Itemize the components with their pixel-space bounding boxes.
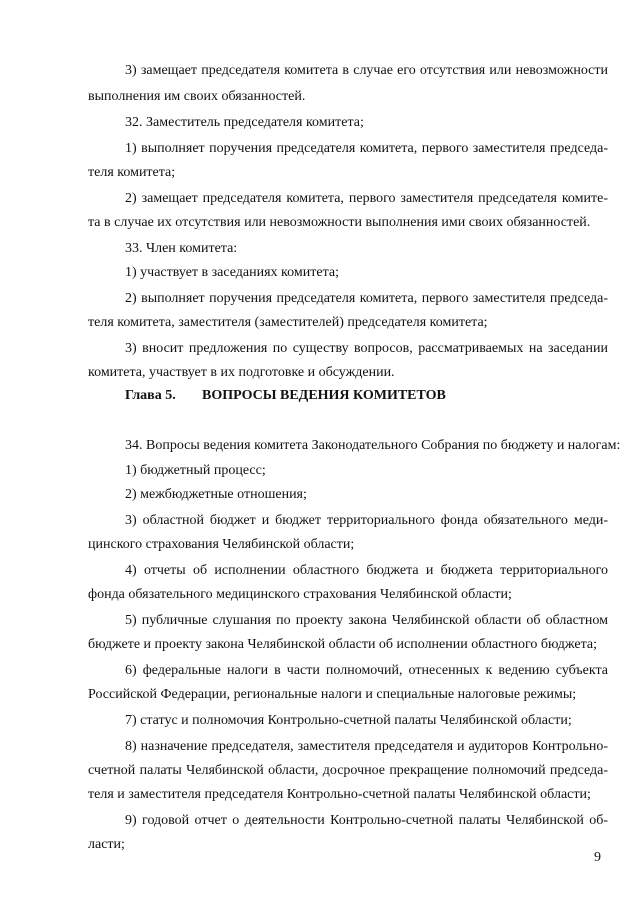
text-line: 34. Вопросы ведения комитета Законодательного Собрания по бюджету и налогам: (125, 438, 621, 453)
text-line: теля комитета, заместителя (заместителей) председателя комитета; (88, 315, 488, 330)
text-line: теля и заместителя председателя Контрольно-счетной палаты Челябинской области; (88, 787, 591, 802)
chapter-heading (125, 387, 446, 405)
page-number: 9 (594, 850, 601, 865)
text-line: комитета, участвует в их подготовке и обсуждении. (88, 365, 395, 380)
text-line: 2) выполняет поручения председателя комитета, первого заместителя председа- (125, 291, 608, 306)
text-line: 2) замещает председателя комитета, первого заместителя председателя комите- (125, 191, 608, 206)
text-line: цинского страхования Челябинской области; (88, 537, 355, 552)
text-line: выполнения им своих обязанностей. (88, 89, 306, 104)
text-line: бюджете и проекту закона Челябинской области об исполнении областного бюджета; (88, 637, 598, 652)
text-line: 7) статус и полномочия Контрольно-счетной палаты Челябинской области; (125, 713, 572, 728)
chapter-number: Глава 5. (125, 388, 176, 403)
text-line: 32. Заместитель председателя комитета; (125, 115, 364, 130)
text-line: 1) бюджетный процесс; (125, 463, 266, 478)
text-line: 3) областной бюджет и бюджет территориального фонда обязательного меди- (125, 513, 608, 528)
text-line: 5) публичные слушания по проекту закона Челябинской области об областном (125, 613, 608, 628)
text-line: та в случае их отсутствия или невозможности выполнения ими своих обязанностей. (88, 215, 591, 230)
text-line: 6) федеральные налоги в части полномочий, отнесенных к ведению субъекта (125, 663, 608, 678)
text-line: теля комитета; (88, 165, 176, 180)
text-line: фонда обязательного медицинского страхования Челябинской области; (88, 587, 512, 602)
text-line: 33. Член комитета: (125, 241, 238, 256)
text-line: 3) вносит предложения по существу вопросов, рассматриваемых на заседании (125, 341, 608, 356)
text-line: 1) участвует в заседаниях комитета; (125, 265, 339, 280)
chapter-title: ВОПРОСЫ ВЕДЕНИЯ КОМИТЕТОВ (202, 388, 446, 403)
text-line: 8) назначение председателя, заместителя председателя и аудиторов Контрольно- (125, 739, 608, 754)
text-line: 9) годовой отчет о деятельности Контрольно-счетной палаты Челябинской об- (125, 813, 608, 828)
text-line: 2) межбюджетные отношения; (125, 487, 307, 502)
text-line: Российской Федерации, региональные налоги и специальные налоговые режимы; (88, 687, 577, 702)
text-line: 3) замещает председателя комитета в случае его отсутствия или невозможности (125, 63, 608, 78)
text-line: 4) отчеты об исполнении областного бюджета и бюджета территориального (125, 563, 608, 578)
text-line: ласти; (88, 837, 125, 852)
text-line: счетной палаты Челябинской области, досрочное прекращение полномочий председа- (88, 763, 608, 778)
text-line: 1) выполняет поручения председателя комитета, первого заместителя председа- (125, 141, 608, 156)
